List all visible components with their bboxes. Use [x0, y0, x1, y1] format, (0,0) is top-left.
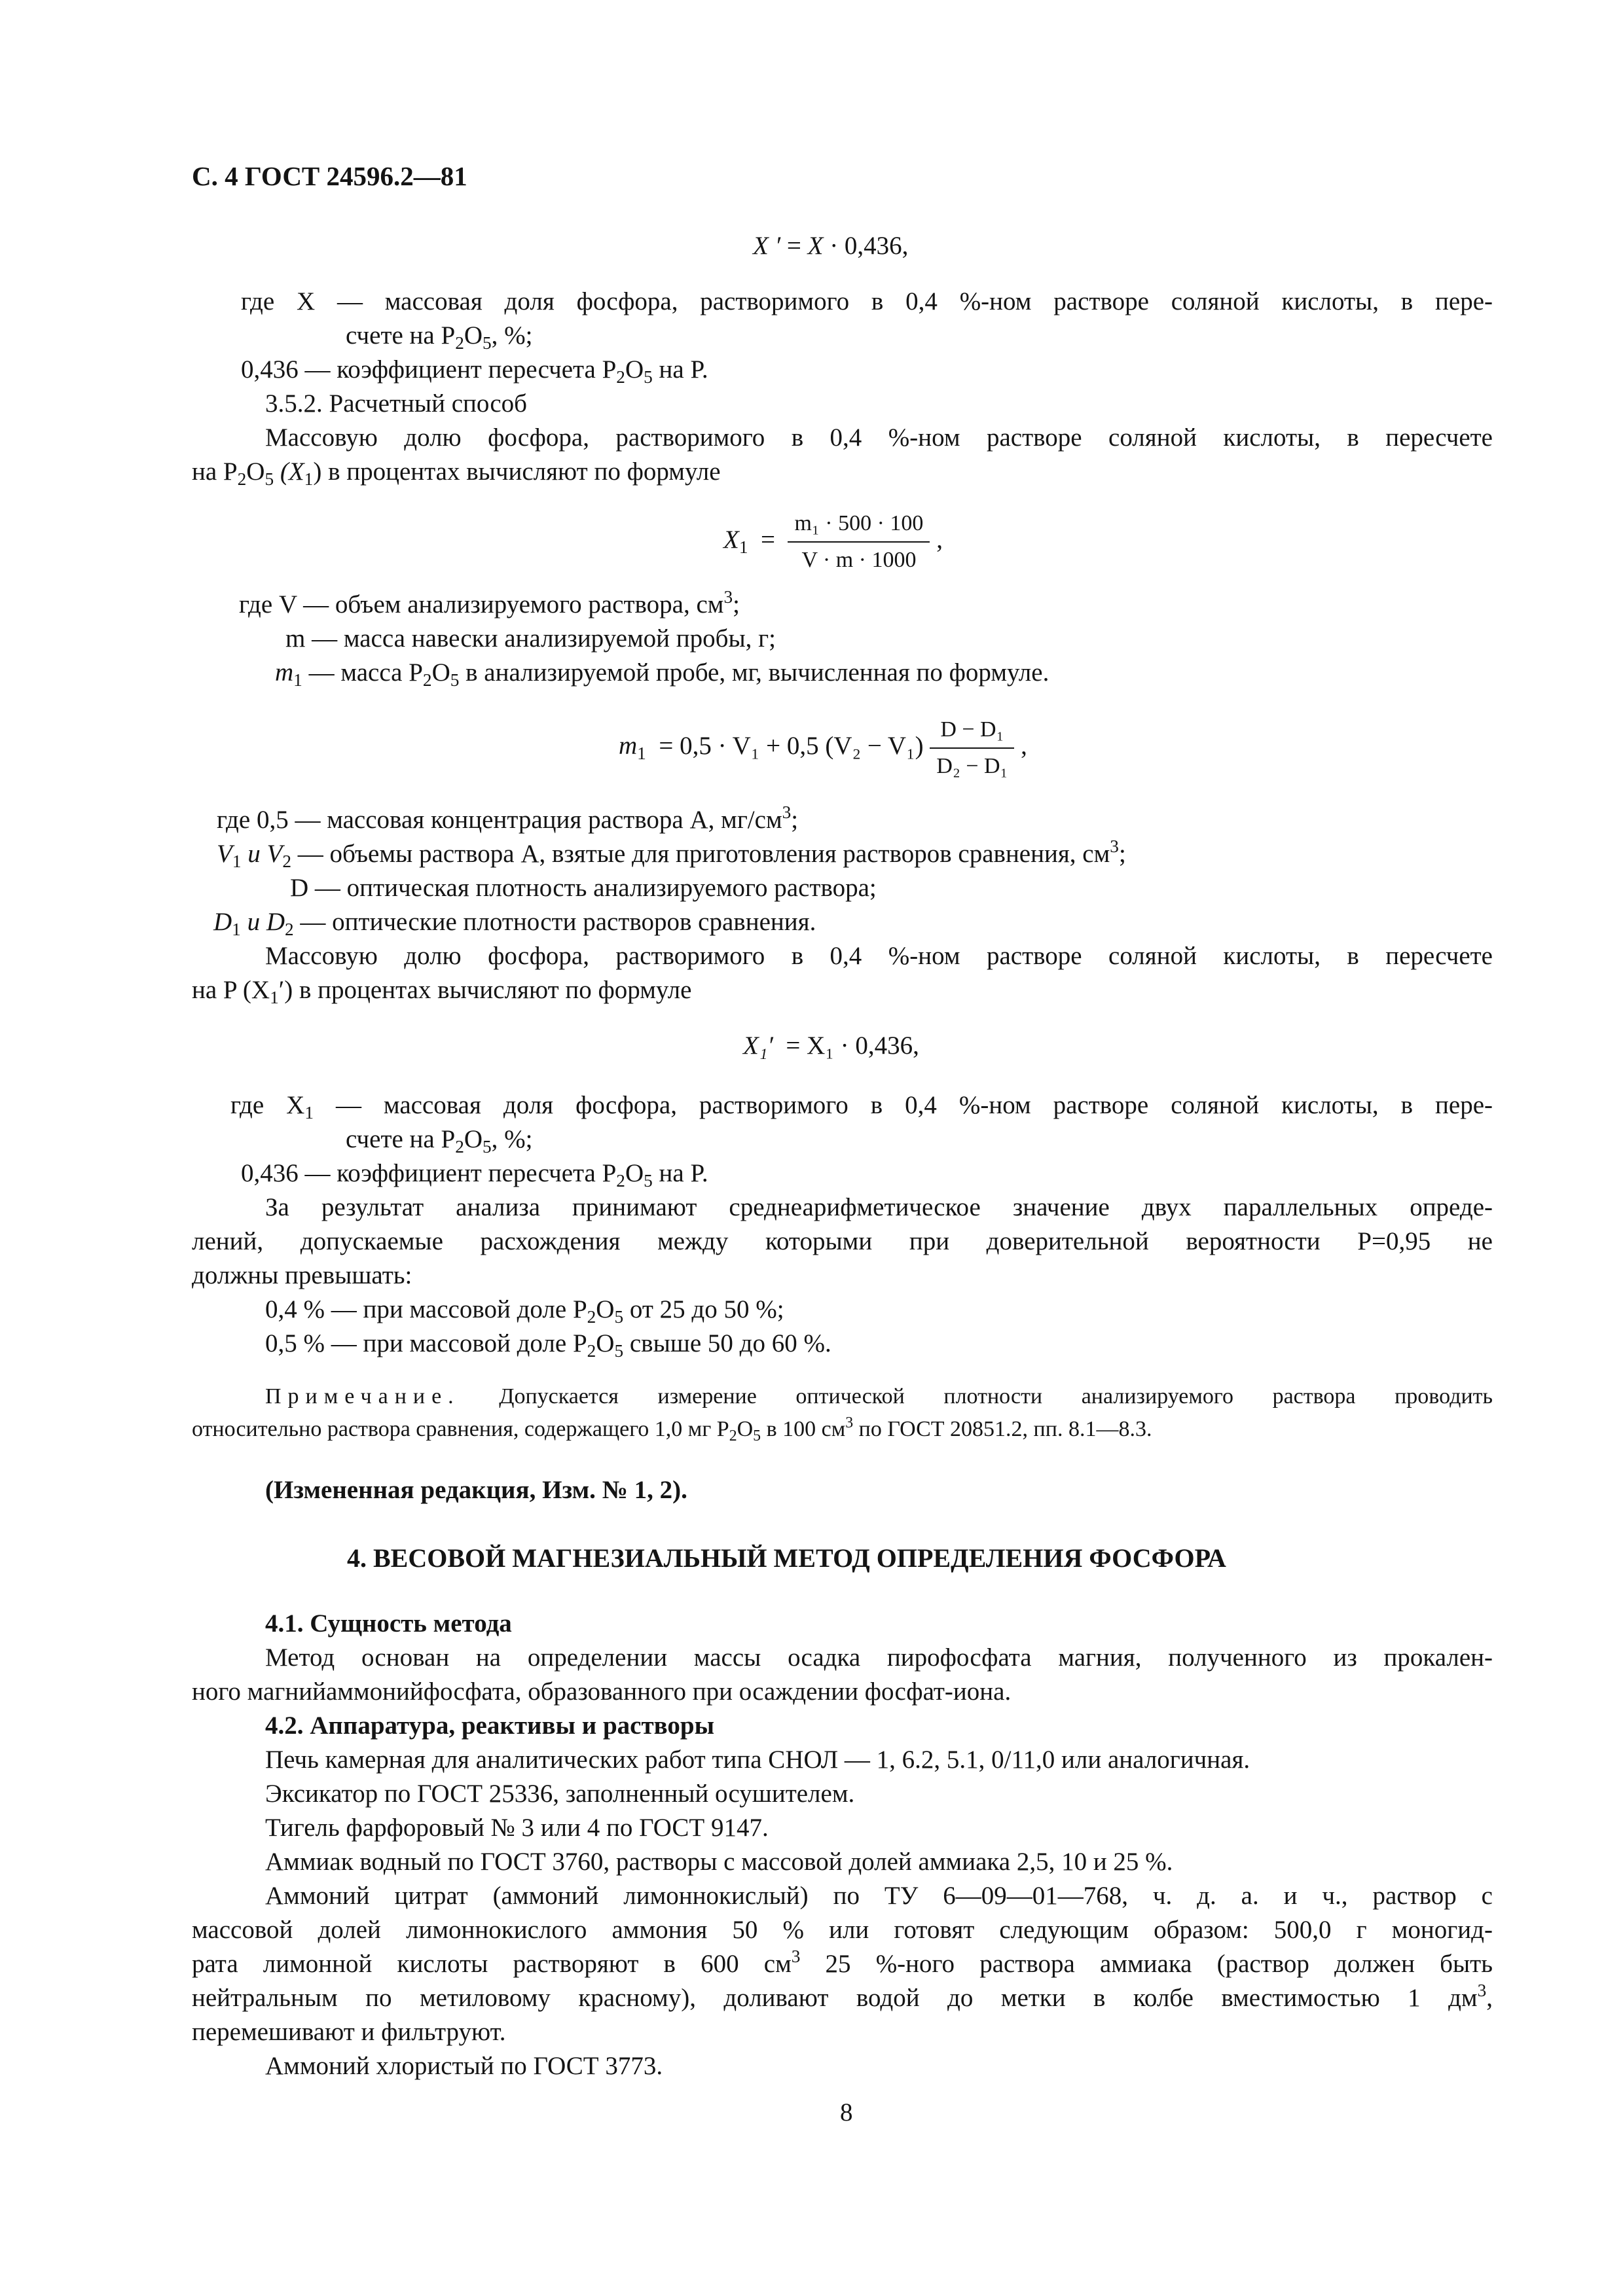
- where-d-definition: D — оптическая плотность анализируемого раствора;: [290, 874, 877, 902]
- m1-denominator: D₂ − D₁: [936, 754, 1008, 779]
- limit-2: 0,5 % — при массовой доле $P_2O_5$ свыше 50 до 60 %.: [265, 1329, 831, 1361]
- calc-paragraph-line-2: на $P_2O_5$ $(X_1)$ в процентах вычисляют по формуле: [192, 457, 721, 490]
- where-concentration: где 0,5 — массовая концентрация раствора А, $мг/см^3$;: [217, 802, 799, 834]
- result-line-3: должны превышать:: [192, 1261, 412, 1289]
- s42-item-desiccator: Эксикатор по ГОСТ 25336, заполненный осушителем.: [265, 1780, 855, 1808]
- m1-fraction: [930, 715, 1014, 781]
- s42-item-crucible: Тигель фарфоровый № 3 или 4 по ГОСТ 9147.: [265, 1814, 769, 1842]
- note-label: Примечание.: [265, 1384, 460, 1408]
- where-volumes: $V_1$ и $V_2$ — объемы раствора А, взятые для приготовления растворов сравнения, $см^3$;: [217, 836, 1126, 872]
- subsection-4-1-title: 4.1. Сущность метода: [265, 1609, 512, 1638]
- equation-m1: $m_1 = 0,5 \cdot V_1 + 0,5$ (V₂ − V₁) $\frac{\text{D − D₁}}{\text{D₂ − D₁}}$ ,: [619, 710, 1027, 782]
- x1-numerator: m₁ · 500 · 100: [788, 509, 930, 543]
- where-x1-continuation: счете на $P_2O_5$, %;: [346, 1125, 533, 1157]
- page-header: С. 4 ГОСТ 24596.2—81: [192, 161, 467, 191]
- coefficient-definition: 0,436 — коэффициент пересчета $P_2O_5$ на P.: [241, 355, 708, 387]
- p-paragraph-line-1: Массовую долю фосфора, растворимого в 0,4 %-ном растворе соляной кислоты, в пересчете: [265, 942, 1493, 970]
- equation-x1: $X_1$ = $\frac{\text{m₁ · 500 · 100}}{V \cdot m \cdot 1000}$ ,: [723, 504, 943, 576]
- s42-item-ammonia: Аммиак водный по ГОСТ 3760, растворы с массовой долей аммиака 2,5, 10 и 25 %.: [265, 1848, 1173, 1876]
- equation-x1-prime: X₁′ = X₁ · 0,436,: [743, 1031, 919, 1060]
- eq-lhs: X ′: [753, 232, 781, 260]
- s42-item-furnace: Печь камерная для аналитических работ типа СНОЛ — 1, 6.2, 5.1, 0/11,0 или аналогичная.: [265, 1746, 1250, 1774]
- subsection-3-5-2: 3.5.2. Расчетный способ: [265, 389, 527, 418]
- citrate-line-3: рата лимонной кислоты растворяют в 600 $см^3$ 25 %-ного раствора аммиака (раствор должен быть: [192, 1946, 1493, 1978]
- where-m1-definition: $m_1$ — масса $P_2O_5$ в анализируемой пробе, мг, вычисленная по формуле.: [275, 658, 1049, 691]
- m1-terms: = 0,5 · V₁ + 0,5 (V₂ − V₁): [659, 732, 924, 760]
- citrate-line-1: Аммоний цитрат (аммоний лимоннокислый) по ТУ 6—09—01—768, ч. д. а. и ч., раствор с: [265, 1882, 1493, 1910]
- eq-rhs-var: X: [807, 232, 824, 260]
- s41-line-1: Метод основан на определении массы осадка пирофосфата магния, полученного из прокален-: [265, 1643, 1493, 1672]
- where-d1-d2-definition: $D_1$ и $D_2$ — оптические плотности растворов сравнения.: [213, 908, 816, 940]
- p-paragraph-line-2: на P $(X_1')$ в процентах вычисляют по формуле: [192, 976, 692, 1008]
- coefficient-definition-2: 0,436 — коэффициент пересчета $P_2O_5$ на P.: [241, 1159, 708, 1191]
- equation-x-prime: X ′ = X · 0,436,: [753, 232, 909, 260]
- where-x-definition: где X — массовая доля фосфора, растворимого в 0,4 %-ном растворе соляной кислоты, в пере-: [241, 287, 1493, 315]
- where-m-definition: m — масса навески анализируемой пробы, г;: [285, 624, 776, 653]
- limit-1: 0,4 % — при массовой доле $P_2O_5$ от 25 до 50 %;: [265, 1295, 784, 1327]
- x1-fraction: [788, 509, 930, 575]
- citrate-line-5: перемешивают и фильтруют.: [192, 2018, 506, 2046]
- amendment-note: (Измененная редакция, Изм. № 1, 2).: [265, 1476, 687, 1504]
- x1-denominator: V · m · 1000: [801, 548, 917, 573]
- subsection-4-2-title: 4.2. Аппаратура, реактивы и растворы: [265, 1712, 715, 1740]
- note-line-1: Примечание. Допускается измерение оптической плотности анализируемого раствора проводить: [265, 1384, 1493, 1408]
- page-number: 8: [840, 2098, 853, 2126]
- m1-numerator: D − D₁: [930, 715, 1014, 749]
- where-x-continuation: счете на $P_2O_5$, %;: [346, 321, 533, 353]
- where-x1-definition: где $X_1$ — массовая доля фосфора, растворимого в 0,4 %-ном растворе соляной кислоты, в пере-: [230, 1091, 1493, 1123]
- calc-paragraph-line-1: Массовую долю фосфора, растворимого в 0,4 %-ном растворе соляной кислоты, в пересчете: [265, 423, 1493, 452]
- section-4-title: 4. ВЕСОВОЙ МАГНЕЗИАЛЬНЫЙ МЕТОД ОПРЕДЕЛЕНИЯ ФОСФОРА: [347, 1543, 1226, 1573]
- eq-rhs-rest: · 0,436,: [823, 232, 909, 260]
- result-line-1: За результат анализа принимают среднеарифметическое значение двух параллельных опреде-: [265, 1193, 1493, 1221]
- citrate-line-2: массовой долей лимоннокислого аммония 50 % или готовят следующим образом: 500,0 г моногид-: [192, 1916, 1493, 1944]
- s41-line-2: ного магнийаммонийфосфата, образованного при осаждении фосфат-иона.: [192, 1677, 1012, 1706]
- citrate-line-4: нейтральным по метиловому красному), доливают водой до метки в колбе вместимостью 1 $дм^3$,: [192, 1981, 1493, 2012]
- note-line-2: относительно раствора сравнения, содержащего 1,0 мг $P_2O_5$ в 100 $см^3$ по ГОСТ 20851.2, пп. 8.1—8.3.: [192, 1414, 1152, 1445]
- where-v-definition: где V — объем анализируемого раствора, $см^3$;: [239, 587, 740, 619]
- result-line-2: лений, допускаемые расхождения между которыми при доверительной вероятности P=0,95 не: [192, 1227, 1493, 1255]
- chloride-item: Аммоний хлористый по ГОСТ 3773.: [265, 2052, 663, 2080]
